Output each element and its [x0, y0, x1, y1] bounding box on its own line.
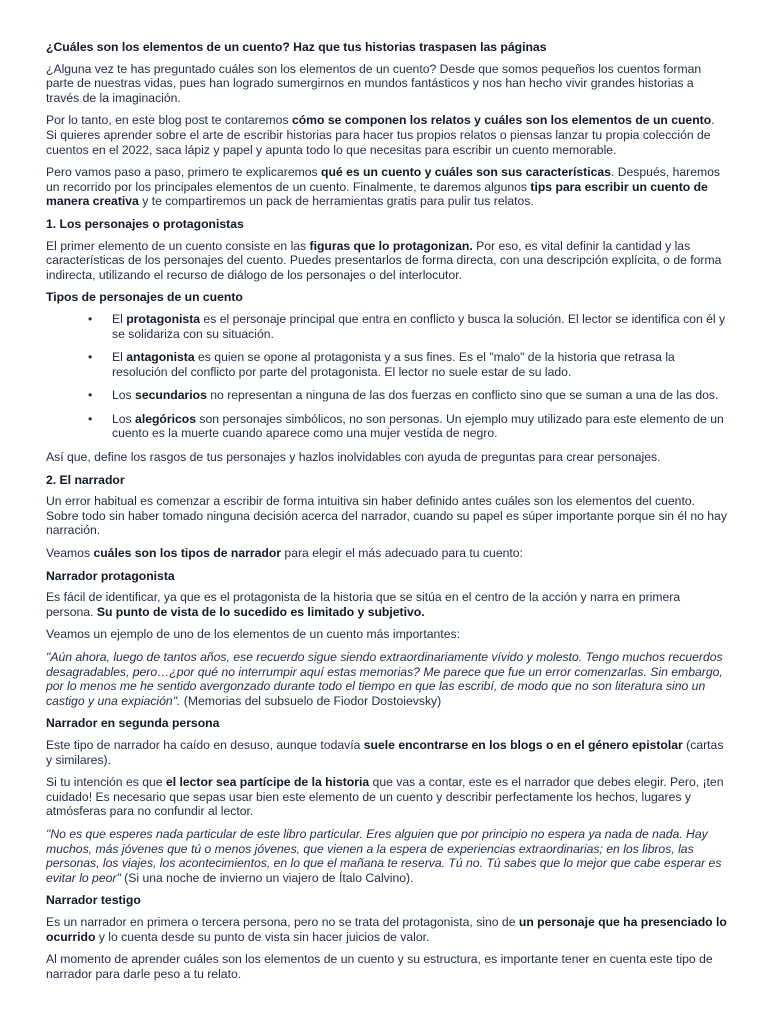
list-item: • Los alegóricos son personajes simbólicos, no son personas. Un ejemplo muy utilizado para este elemento de un cuento es la muerte cuando aparece como una mujer vestida de negro. [112, 412, 728, 441]
testigo-paragraph-2: Al momento de aprender cuáles son los elementos de un cuento y su estructura, es importante tener en cuenta este tipo de narrador para darle peso a tu relato. [46, 952, 713, 981]
list-item: • El antagonista es quien se opone al protagonista y a sus fines. Es el "malo" de la historia que retrasa la resolución del conflicto por parte del protagonista. El lector no suele estar de su lado. [112, 350, 728, 379]
emphasis: figuras que lo protagonizan. [309, 238, 473, 253]
emphasis: tips para escribir un cuento de manera creativa [46, 179, 708, 209]
protagonista-paragraph-1: Es fácil de identificar, ya que es el protagonista de la historia que se sitúa en el centro de la acción y narra en primera persona. Su punto de vista de lo sucedido es limitado y subjetivo. [46, 590, 681, 619]
quote-text: "No es que esperes nada particular de este libro particular. Eres alguien que por principio no espera ya nada de nada. Hay muchos, más jóvenes que tú o menos jóvenes, que vienen a la espera de experiencias extraordinarias; en los libros, las personas, los viajes, los acontecimientos, en lo que el mañana te reserva. Tú no. Tú sabes que lo mejor que cabe esperar es evitar lo peor" [46, 826, 722, 885]
emphasis: un personaje que ha presenciado lo ocurrido [46, 914, 727, 944]
article-title: ¿Cuáles son los elementos de un cuento? Haz que tus historias traspasen las páginas [46, 40, 547, 54]
segunda-paragraph-2: Si tu intención es que el lector sea partícipe de la historia que vas a contar, este es el narrador que debes elegir. Pero, ¡ten cuidado! Es necesario que sepas usar bien este elemento de un cuento y describir perfectamente los hechos, lugares y atmósferas para no confundir al lector. [46, 775, 724, 819]
personajes-closing: Así que, define los rasgos de tus personajes y hazlos inolvidables con ayuda de preguntas para crear personajes. [46, 450, 661, 465]
quote-source: (Memorias del subsuelo de Fiodor Dostoievsky) [180, 693, 442, 708]
emphasis: Su punto de vista de lo sucedido es limitado y subjetivo. [96, 604, 425, 619]
quote-dostoievsky [46, 650, 728, 708]
emphasis: suele encontrarse en los blogs o en el género epistolar [363, 737, 683, 752]
quote-calvino [46, 827, 728, 885]
emphasis: el lector sea partícipe de la historia [165, 775, 370, 790]
emphasis: cuáles son los tipos de narrador [93, 546, 282, 561]
subheading-narrador-protagonista: Narrador protagonista [46, 568, 175, 583]
narrador-paragraph-2: Veamos cuáles son los tipos de narrador para elegir el más adecuado para tu cuento: [46, 546, 523, 561]
protagonista-paragraph-2: Veamos un ejemplo de uno de los elementos de un cuento más importantes: [46, 627, 460, 642]
intro-paragraph-1: ¿Alguna vez te has preguntado cuáles son los elementos de un cuento? Desde que somos pequeños los cuentos forman parte de nuestras vidas, pues han logrado sumergirnos en mundos fantásticos y nos han hecho vivir grandes historias a través de la imaginación. [46, 61, 702, 105]
intro-paragraph-3: Pero vamos paso a paso, primero te explicaremos qué es un cuento y cuáles son sus características. Después, haremos un recorrido por los principales elementos de un cuento. Finalmente, te daremos algunos tips para escribir un cuento de manera creativa y te compartiremos un pack de herramientas gratis para pulir tus relatos. [46, 165, 721, 209]
section-heading-personajes: 1. Los personajes o protagonistas [46, 216, 244, 231]
character-types-list [46, 312, 728, 441]
segunda-paragraph-1: Este tipo de narrador ha caído en desuso, aunque todavía suele encontrarse en los blogs o en el género epistolar (cartas y similares). [46, 737, 724, 767]
testigo-paragraph-1: Es un narrador en primera o tercera persona, pero no se trata del protagonista, sino de un personaje que ha presenciado lo ocurrido y lo cuenta desde su punto de vista sin hacer juicios de valor. [46, 914, 727, 944]
quote-text: "Aún ahora, luego de tantos años, ese recuerdo sigue siendo extraordinariamente vívido y molesto. Tengo muchos recuerdos desagradables, pero…¿por qué no interrumpir aquí estas memorias? Me parece que fue un error comenzarlas. Sin embargo, por lo menos me he sentido avergonzado durante todo el tiempo en que las escribí, de modo que no son literatura sino un castigo y una expiación". [46, 650, 723, 708]
list-item: • Los secundarios no representan a ninguna de las dos fuerzas en conflicto sino que se suman a una de las dos. [112, 388, 728, 403]
list-item: • El protagonista es el personaje principal que entra en conflicto y busca la solución. El lector se identifica con él y se solidariza con su situación. [112, 312, 728, 341]
subheading-narrador-testigo: Narrador testigo [46, 893, 141, 908]
subheading-narrador-segunda-persona: Narrador en segunda persona [46, 716, 220, 731]
section-heading-narrador: 2. El narrador [46, 472, 125, 487]
emphasis: cómo se componen los relatos y cuáles son los elementos de un cuento [291, 113, 712, 128]
emphasis: qué es un cuento y cuáles son sus características [321, 165, 611, 180]
quote-source: (Si una noche de invierno un viajero de Ítalo Calvino). [120, 870, 414, 885]
intro-paragraph-2: Por lo tanto, en este blog post te contaremos cómo se componen los relatos y cuáles son los elementos de un cuento. Si quieres aprender sobre el arte de escribir historias para hacer tus propios relatos o piensas lanzar tu propia colección de cuentos en el 2022, saca lápiz y papel y apunta todo lo que necesitas para escribir un cuento memorable. [46, 113, 715, 157]
narrador-paragraph-1: Un error habitual es comenzar a escribir de forma intuitiva sin haber definido antes cuáles son los elementos del cuento. Sobre todo sin haber tomado ninguna decisión acerca del narrador, cuando su papel es súper importante porque sin él no hay narración. [46, 494, 727, 538]
personajes-paragraph: El primer elemento de un cuento consiste en las figuras que lo protagonizan. Por eso, es vital definir la cantidad y las características de los personajes del cuento. Puedes presentarlos de forma directa, con una descripción explícita, o de forma indirecta, utilizando el recurso de diálogo de los personajes o del interlocutor. [46, 238, 722, 282]
subheading-tipos-personajes: Tipos de personajes de un cuento [46, 290, 243, 305]
